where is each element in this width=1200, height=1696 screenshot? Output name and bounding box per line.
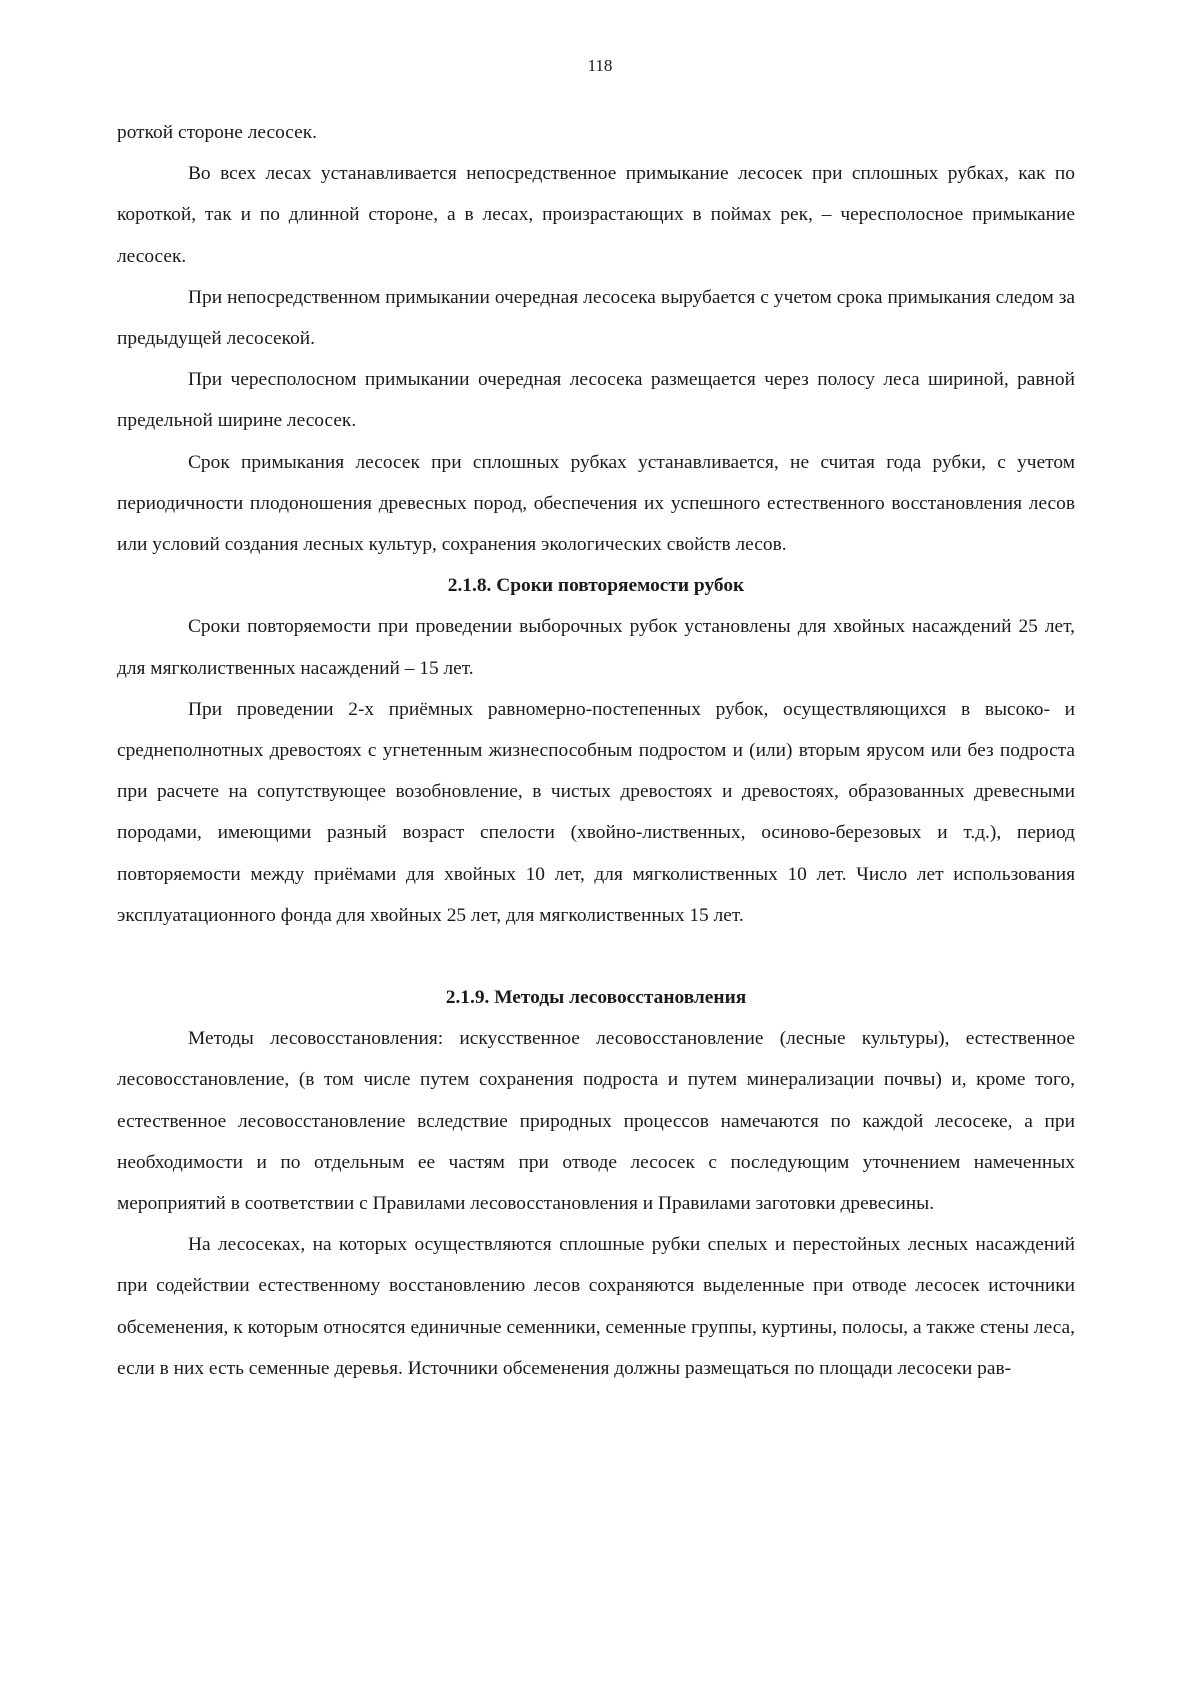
page-number: 118 [587, 56, 613, 75]
section-heading-2-1-8: 2.1.8. Сроки повторяемости рубок [447, 575, 745, 597]
paragraph: При непосредственном примыкании очередная лесосека вырубается с учетом срока примыкания следом за предыдущей лесосекой. [117, 286, 1075, 350]
paragraph: Сроки повторяемости при проведении выборочных рубок установлены для хвойных насаждений 25 лет, для мягколиственных насаждений – 15 лет. [117, 616, 1075, 679]
paragraph: На лесосеках, на которых осуществляются сплошные рубки спелых и перестойных лесных насаждений при содействии естественному восстановлению лесов сохраняются выделенные при отводе лесосек источники обсеменения, к которым относятся единичные семенники, семенные группы, куртины, полосы, а также стены леса, если в них есть семенные деревья. Источники обсеменения должны размещаться по площади лесосеки рав- [117, 1234, 1075, 1379]
section-heading-2-1-9: 2.1.9. Методы лесовосстановления [445, 987, 747, 1009]
page-content [117, 112, 1075, 1389]
paragraph: Срок примыкания лесосек при сплошных рубках устанавливается, не считая года рубки, с учетом периодичности плодоношения древесных пород, обеспечения их успешного естественного восстановления лесов или условий создания лесных культур, сохранения экологических свойств лесов. [117, 451, 1075, 556]
paragraph: Методы лесовосстановления: искусственное лесовосстановление (лесные культуры), естественное лесовосстановление, (в том числе путем сохранения подроста и путем минерализации почвы) и, кроме того, естественное лесовосстановление вследствие природных процессов намечаются по каждой лесосеке, а при необходимости и по отдельным ее частям при отводе лесосек с последующим уточнением намеченных мероприятий в соответствии с Правилами лесовосстановления и Правилами заготовки древесины. [117, 1028, 1075, 1215]
paragraph: При проведении 2-х приёмных равномерно-постепенных рубок, осуществляющихся в высоко- и среднеполнотных древостоях с угнетенным жизнеспособным подростом и (или) вторым ярусом или без подроста при расчете на сопутствующее возобновление, в чистых древостоях и древостоях, образованных древесными породами, имеющими разный возраст спелости (хвойно-лиственных, осиново-березовых и т.д.), период повторяемости между приёмами для хвойных 10 лет, для мягколиственных 10 лет. Число лет использования эксплуатационного фонда для хвойных 25 лет, для мягколиственных 15 лет. [117, 698, 1075, 926]
paragraph: Во всех лесах устанавливается непосредственное примыкание лесосек при сплошных рубках, как по короткой, так и по длинной стороне, а в лесах, произрастающих в поймах рек, – чересполосное примыкание лесосек. [117, 163, 1075, 267]
paragraph-continuation: роткой стороне лесосек. [117, 122, 317, 143]
paragraph: При чересполосном примыкании очередная лесосека размещается через полосу леса шириной, равной предельной ширине лесосек. [117, 369, 1075, 432]
